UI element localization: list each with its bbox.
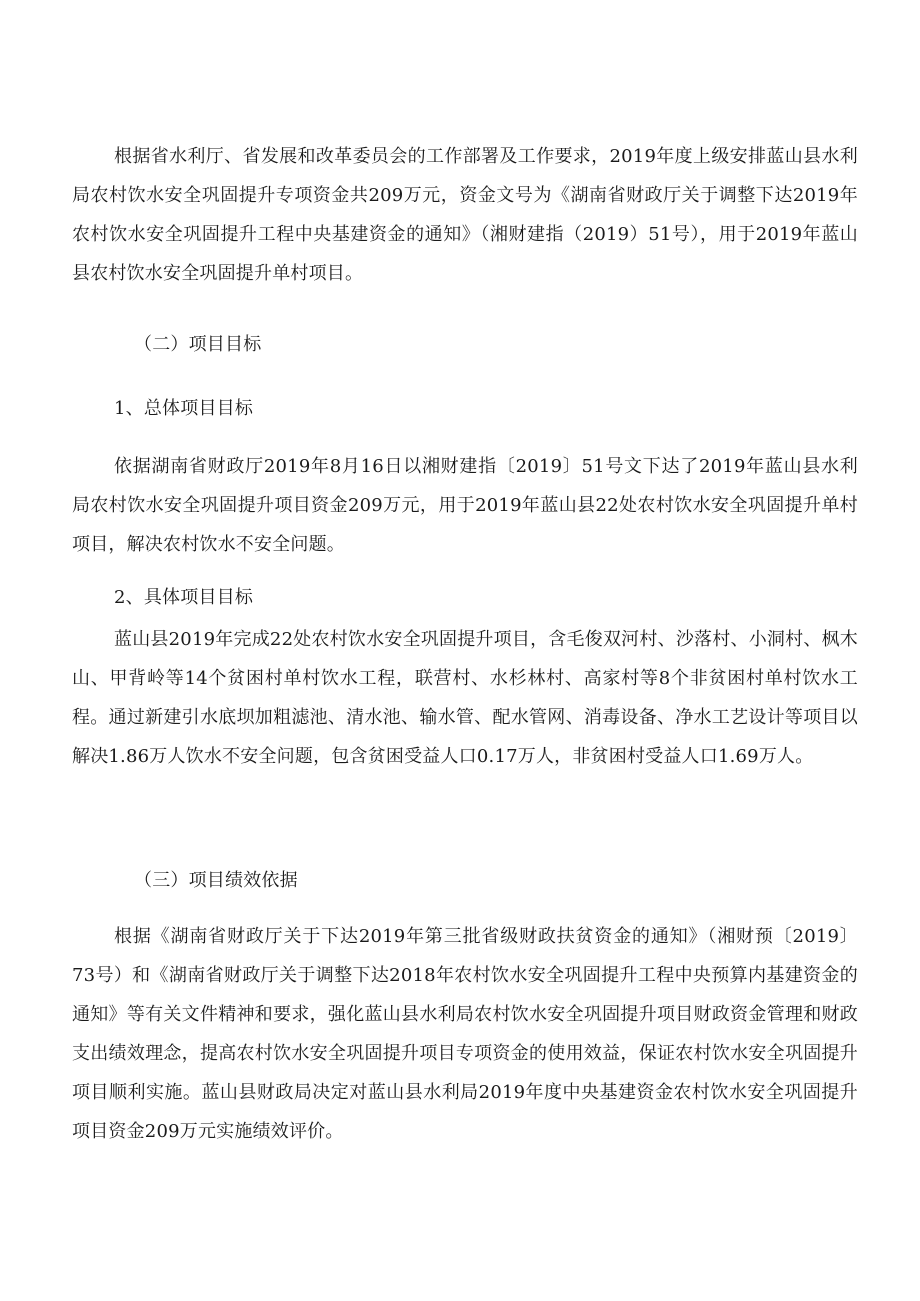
section-heading-project-goals: （二）项目目标 <box>134 334 262 355</box>
subheading-specific-goals: 2、具体项目目标 <box>114 587 254 608</box>
paragraph-funding-overview: 根据省水利厅、省发展和改革委员会的工作部署及工作要求，2019年度上级安排蓝山县水利局农村饮水安全巩固提升专项资金共209万元，资金文号为《湖南省财政厅关于调整下达2019年农村饮水安全巩固提升工程中央基建资金的通知》（湘财建指（2019）51号），用于2019年蓝山县农村饮水安全巩固提升单村项目。 <box>72 146 858 284</box>
subheading-overall-goals: 1、总体项目目标 <box>114 398 254 419</box>
paragraph-performance-basis: 根据《湖南省财政厅关于下达2019年第三批省级财政扶贫资金的通知》（湘财预〔2019〕73号）和《湖南省财政厅关于调整下达2018年农村饮水安全巩固提升工程中央预算内基建资金的通知》等有关文件精神和要求，强化蓝山县水利局农村饮水安全巩固提升项目财政资金管理和财政支出绩效理念，提高农村饮水安全巩固提升项目专项资金的使用效益，保证农村饮水安全巩固提升项目顺利实施。蓝山县财政局决定对蓝山县水利局2019年度中央基建资金农村饮水安全巩固提升项目资金209万元实施绩效评价。 <box>72 926 858 1142</box>
paragraph-specific-goals: 蓝山县2019年完成22处农村饮水安全巩固提升项目，含毛俊双河村、沙落村、小洞村、枫木山、甲背岭等14个贫困村单村饮水工程，联营村、水杉林村、高家村等8个非贫困村单村饮水工程。通过新建引水底坝加粗滤池、清水池、输水管、配水管网、消毒设备、净水工艺设计等项目以解决1.86万人饮水不安全问题，包含贫困受益人口0.17万人，非贫困村受益人口1.69万人。 <box>72 629 858 767</box>
paragraph-overall-goals: 依据湖南省财政厅2019年8月16日以湘财建指〔2019〕51号文下达了2019年蓝山县水利局农村饮水安全巩固提升项目资金209万元，用于2019年蓝山县22处农村饮水安全巩固提升单村项目，解决农村饮水不安全问题。 <box>72 456 858 555</box>
section-heading-performance-basis: （三）项目绩效依据 <box>134 870 298 891</box>
